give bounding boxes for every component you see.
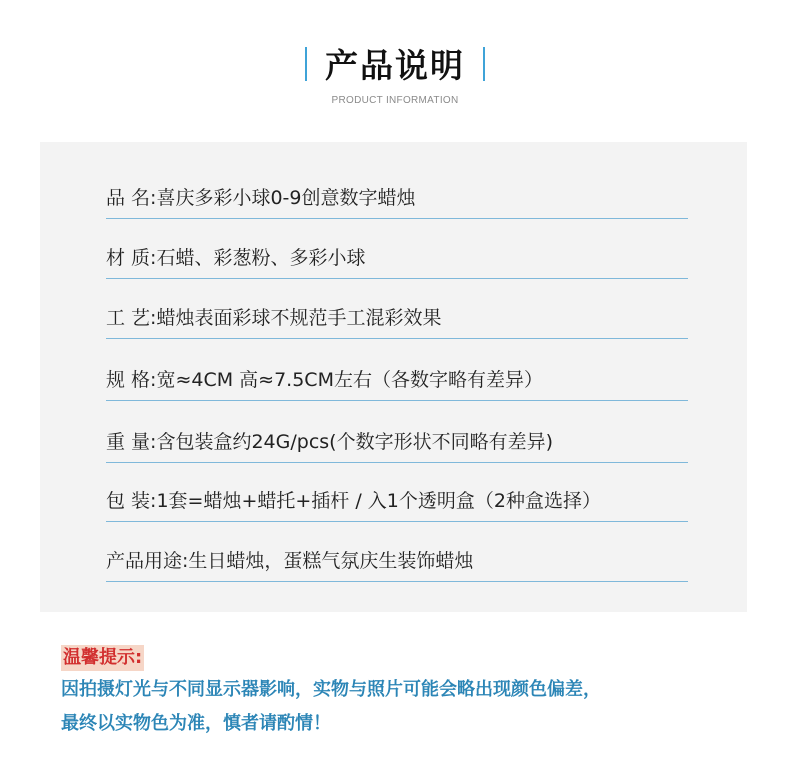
spec-value: 含包装盒约24G/pcs(个数字形状不同略有差异) (156, 431, 553, 453)
warm-tip-label: 温馨提示: (61, 645, 144, 671)
spec-label: 重 量: (106, 431, 157, 453)
spec-text (106, 183, 416, 210)
warm-tip-box (61, 645, 756, 739)
page-title: 产品说明 (325, 46, 465, 85)
title-wrap (305, 40, 485, 87)
spec-value: 1套=蜡烛+蜡托+插杆 / 入1个透明盒（2种盒选择） (156, 490, 601, 512)
spec-row-package (106, 479, 688, 522)
spec-value: 蜡烛表面彩球不规范手工混彩效果 (156, 307, 442, 329)
spec-text (106, 243, 365, 270)
spec-row-material (106, 236, 688, 279)
spec-value: 生日蜡烛，蛋糕气氛庆生装饰蜡烛 (188, 550, 474, 572)
spec-label: 产品用途: (106, 550, 189, 572)
spec-text (106, 546, 473, 573)
spec-label: 工 艺: (106, 307, 157, 329)
warm-tip-line-2: 最终以实物色为准，慎者请酌情！ (61, 713, 331, 734)
spec-value: 宽≈4CM 高≈7.5CM左右（各数字略有差异） (156, 369, 543, 391)
spec-label: 材 质: (106, 247, 157, 269)
spec-row-usage (106, 539, 688, 582)
warm-tip-line-1: 因拍摄灯光与不同显示器影响，实物与照片可能会略出现颜色偏差， (61, 679, 601, 700)
spec-text (106, 365, 543, 392)
title-right-bar (483, 47, 485, 81)
spec-text (106, 486, 601, 513)
spec-label: 包 装: (106, 490, 157, 512)
section-header (0, 40, 790, 106)
spec-text (106, 427, 553, 454)
spec-row-craft (106, 296, 688, 339)
page-subtitle: PRODUCT INFORMATION (331, 95, 459, 106)
spec-value: 石蜡、彩葱粉、多彩小球 (156, 247, 366, 269)
spec-row-name (106, 176, 688, 219)
spec-text (106, 303, 441, 330)
spec-label: 品 名: (106, 187, 157, 209)
title-left-bar (305, 47, 307, 81)
spec-label: 规 格: (106, 369, 157, 391)
spec-row-size (106, 358, 688, 401)
spec-value: 喜庆多彩小球0-9创意数字蜡烛 (156, 187, 416, 209)
spec-row-weight (106, 420, 688, 463)
